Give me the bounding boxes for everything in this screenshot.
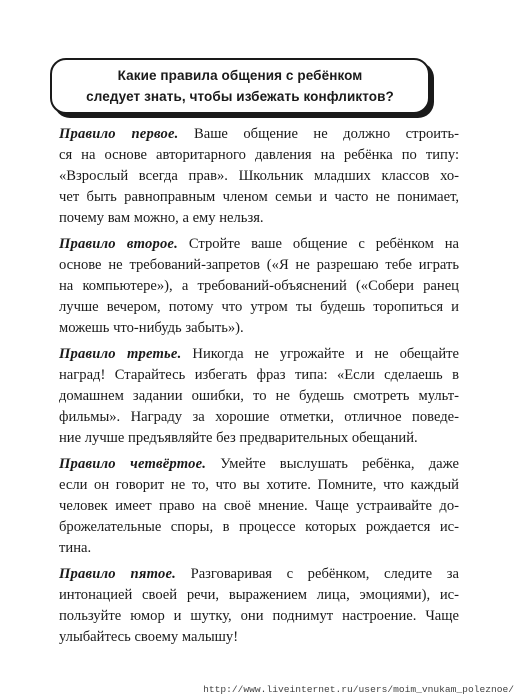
rule-heading: Правило первое.: [59, 126, 179, 142]
text-line: основе не требований-запретов («Я не разрешаю тебе играть: [59, 257, 459, 273]
text-line: брожелательные споры, в процессе которых рождается ис-: [59, 519, 459, 535]
text-line: [59, 344, 459, 365]
text-line: пользуйте юмор и шутку, они поднимут настроение. Чаще: [59, 608, 459, 624]
text-line: [59, 564, 459, 585]
text-line: фильмы». Награду за хорошие отметки, отличное поведе-: [59, 409, 459, 425]
text-line: человек имеет право на своё мнение. Чаще устраивайте до-: [59, 498, 459, 514]
text-span: Стройте ваше общение с ребёнком на: [177, 236, 459, 252]
rule-paragraph: [59, 454, 459, 559]
text-line: [59, 454, 459, 475]
text-line: [59, 124, 459, 145]
text-line: тина.: [59, 540, 92, 556]
text-span: Никогда не угрожайте и не обещайте: [181, 346, 459, 362]
text-line: почему вам можно, а ему нельзя.: [59, 210, 264, 226]
text-line: лучше вечером, потому что утром ты будешь торопиться и: [59, 299, 459, 315]
text-span: Разговаривая с ребёнком, следите за: [175, 566, 459, 582]
text-line: на компьютере»), а требований-объяснений («Собери ранец: [59, 278, 459, 294]
rule-heading: Правило второе.: [59, 236, 178, 252]
heading-line-1: Какие правила общения с ребёнком: [117, 68, 363, 83]
rule-heading: Правило пятое.: [59, 566, 176, 582]
heading-box: [50, 58, 430, 114]
rule-paragraph: [59, 564, 459, 648]
rule-heading: Правило третье.: [59, 346, 182, 362]
text-line: чет быть равноправным членом семьи и часто не понимает,: [59, 189, 459, 205]
text-line: «Взрослый всегда прав». Школьник младших классов хо-: [59, 168, 459, 184]
text-line: [59, 234, 459, 255]
heading-line-2: следует знать, чтобы избежать конфликтов?: [86, 89, 394, 104]
text-line: домашнем задании ошибки, то не будешь смотреть мульт-: [59, 388, 459, 404]
text-line: ся на основе авторитарного давления на ребёнка по типу:: [59, 147, 459, 163]
rule-paragraph: [59, 124, 459, 229]
source-url-watermark: http://www.liveinternet.ru/users/moim_vnukam_poleznoe/: [203, 684, 514, 695]
text-line: ние лучше предъявляйте без предварительных обещаний.: [59, 430, 418, 446]
text-line: если он говорит не то, что вы хотите. Помните, что каждый: [59, 477, 459, 493]
text-span: Умейте выслушать ребёнка, даже: [206, 456, 459, 472]
rule-heading: Правило четвёртое.: [59, 456, 207, 472]
text-line: улыбайтесь своему малышу!: [59, 629, 239, 645]
text-line: интонацией своей речи, выражением лица, эмоциями), ис-: [59, 587, 459, 603]
text-span: Ваше общение не должно строить-: [178, 126, 459, 142]
rule-paragraph: [59, 344, 459, 449]
rule-paragraph: [59, 234, 459, 339]
text-line: можешь что-нибудь забыть»).: [59, 320, 244, 336]
text-line: наград! Старайтесь избегать фраз типа: «Если сделаешь в: [59, 367, 459, 383]
rules-text: [59, 124, 459, 648]
